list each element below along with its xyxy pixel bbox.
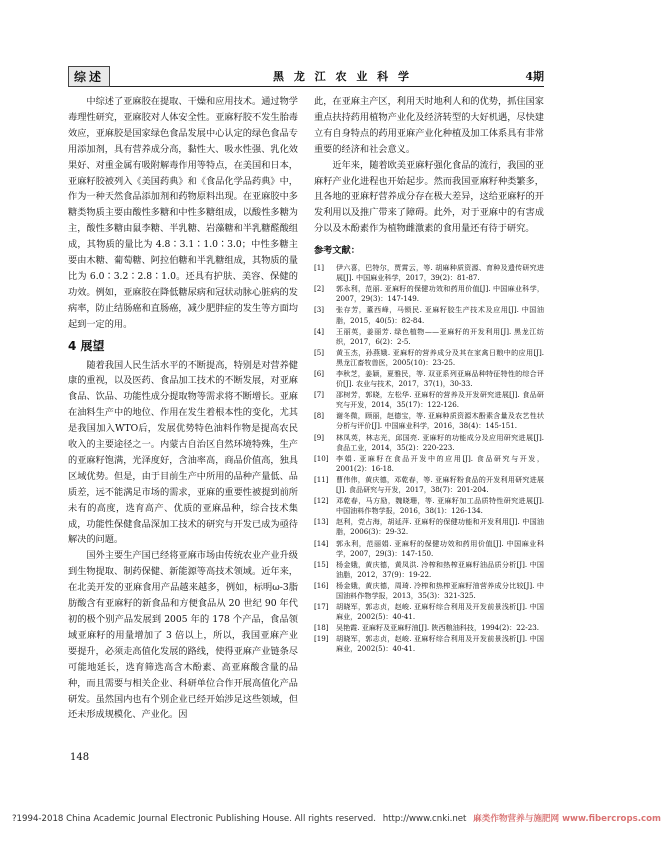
body-paragraph: 随着我国人民生活水平的不断提高，特别是对营养健康的重视，以及医药、食品加工技术的不断发展，对亚麻食品、饮品、功能性成分提取物等需求将不断增长。亚麻在油料生产中的地位、作用在发生着根本性的变化，尤其是我国加入WTO后，发展优势特色油料作物是提高农民收入的主要途径之一。内蒙古自治区自然环境特殊，生产的亚麻籽饱满，光泽度好，含油率高，商品价值高，独具区域优势。但是，由于目前生产中所用的品种产量低、品质差，远不能满足市场的需求，亚麻的重要性被提到前所未有的高度，选育高产、优质的亚麻品种，综合技术集成，功能性保健食品深加工技术的研究与开发已成为亟待解决的问题。	[68, 359, 298, 546]
reference-text: 郭永利，范丽娟. 亚麻籽的保健功效和药用价值[J]. 中国麻业科学，2007，29(3)：147-150.	[336, 538, 544, 558]
reference-item	[314, 634, 544, 654]
reference-number: [3]	[314, 305, 325, 315]
reference-number: [4]	[314, 326, 325, 336]
reference-item	[314, 390, 544, 410]
reference-text: 郭永利，范丽. 亚麻籽的保健功效和药用价值[J]. 中国麻业科学，2007，29(3)：147-149.	[336, 284, 544, 304]
cnki-url[interactable]: http://www.cnki.net	[382, 814, 467, 824]
footer	[12, 812, 661, 824]
reference-item	[314, 454, 544, 474]
reference-item	[314, 327, 544, 347]
reference-text: 胡晓军，郭志贞，赵峻. 亚麻籽综合利用及开发前景浅析[J]. 中国麻业，2002(5)：40-41.	[336, 602, 544, 622]
reference-number: [13]	[314, 517, 329, 527]
running-header	[68, 64, 544, 87]
reference-number: [15]	[314, 559, 329, 569]
reference-text: 王丽英，姜丽芳. 绿色植物——亚麻籽的开发利用[J]. 黑龙江纺织，2017，6(2)：2-5.	[336, 326, 544, 346]
reference-item	[314, 263, 544, 283]
reference-text: 胡晓军，郭志贞，赵峻. 亚麻籽综合利用及开发前景浅析[J]. 中国麻业，2002(5)：40-41.	[336, 634, 544, 654]
reference-text: 邵树芳，郭晓，左松华. 亚麻籽的营养及开发研究进展[J]. 食品研究与开发，2014，35(17)：122-126.	[336, 390, 544, 410]
reference-number: [17]	[314, 602, 329, 612]
reference-number: [7]	[314, 390, 325, 400]
page-number: 148	[70, 752, 90, 763]
body-paragraph: 此，在亚麻主产区，利用天时地利人和的优势，抓住国家重点扶持药用植物产业化及经济转型的大好机遇，尽快建立有自身特点的药用亚麻产业化种植及加工体系具有非常重要的经济和社会意义。	[314, 96, 544, 155]
reference-text: 李秋芝，姜颖，夏雅民，等. 双亚系列亚麻品种特征特性的综合评价[J]. 农业与技术，2017，37(1)，30-33.	[336, 369, 544, 389]
reference-text: 张存芳，董西峰，马锁民. 亚麻籽胶生产技术及应用[J]. 中国油脂，2015，40(5)：82-84.	[336, 305, 544, 325]
body-paragraph: 国外主要生产国已经将亚麻市场由传统农业产业升级到生物提取、制药保健、新能源等高技术领域。近年来，在北美开发的亚麻食用产品越来越多，例如，标明ω-3脂肪酸含有亚麻籽的新食品和方便食品从 20 世纪 90 年代初的极个别产品发展到 2005 年的 178 个产品，食品领域亚麻籽的用量增加了 3 倍以上，所以，我国亚麻产业要提升，必须走高值化发展的路线，使得亚麻产业链条尽可能地延长，选育筛选高含木酚素、高亚麻酸含量的品种，而且需要与相关企业、科研单位合作开展高值化产品研发。虽然国内也有个别企业已经开始涉足这些领域，但还未形成规模化、产业化。因	[68, 550, 298, 721]
reference-list	[314, 263, 544, 654]
reference-number: [16]	[314, 580, 329, 590]
reference-item	[314, 348, 544, 368]
reference-text: 黄玉杰，孙燕娥. 亚麻籽的营养成分及其在家禽日粮中的应用[J]. 黑龙江畜牧兽医，2005(10)：23-25.	[336, 347, 544, 367]
reference-number: [11]	[314, 474, 329, 484]
reference-text: 李娟. 亚麻籽在食品开发中的应用[J]. 食品研究与开发，2001(2)：16-18.	[336, 453, 544, 473]
right-column	[314, 94, 544, 656]
reference-item	[314, 560, 544, 580]
reference-item	[314, 411, 544, 431]
reference-number: [12]	[314, 496, 329, 506]
journal-name: 黑 龙 江 农 业 科 学	[273, 70, 412, 83]
copyright-notice: ?1994-2018 China Academic Journal Electronic Publishing House. All rights reserved.	[12, 814, 376, 824]
site-watermark: 麻类作物营养与施肥网 www.fibercrops.com	[473, 814, 661, 824]
reference-number: [10]	[314, 453, 329, 463]
reference-item	[314, 539, 544, 559]
reference-item	[314, 284, 544, 304]
reference-item	[314, 602, 544, 622]
reference-item	[314, 475, 544, 495]
reference-number: [14]	[314, 538, 329, 548]
reference-text: 赵利，党占海，胡延萍. 亚麻籽的保健功能和开发利用[J]. 中国油脂，2006(3)：29-32.	[336, 517, 544, 537]
reference-item	[314, 496, 544, 516]
issue-label: 4期	[525, 70, 544, 83]
reference-item	[314, 433, 544, 453]
reference-number: [6]	[314, 369, 325, 378]
reference-item	[314, 517, 544, 537]
reference-number: [1]	[314, 263, 325, 273]
reference-text: 林凤英，林志光，邱国亮. 亚麻籽的功能成分及应用研究进展[J]. 食品工业，2014，35(2)：220-223.	[336, 432, 544, 452]
reference-text: 吴艳霞. 亚麻籽及亚麻籽油[J]. 陕西粮油科技，1994(2)：22-23.	[336, 623, 539, 633]
reference-text: 杨金娥，黄庆德，周琦. 冷榨和热榨亚麻籽油营养成分比较[J]. 中国油料作物学报，2013，35(3)：321-325.	[336, 580, 544, 600]
reference-text: 杨金娥，黄庆德，黄凤洪. 冷榨和热榨亚麻籽油品质分析[J]. 中国油脂，2012，37(9)：19-22.	[336, 559, 544, 579]
section-tag: 综述	[68, 66, 110, 87]
reference-item	[314, 623, 544, 633]
reference-number: [18]	[314, 623, 329, 633]
reference-text: 伊六喜，巴特尔，贾霄云，等. 胡麻种质资源、育种及遗传研究进展[J]. 中国麻业科学，2017，39(2)：81-87.	[336, 263, 544, 283]
reference-text: 曹伟伟，黄庆德，邓乾春，等. 亚麻籽粉食品的开发利用研究进展[J]. 食品研究与开发，2017，38(7)：201-204.	[336, 474, 544, 495]
references-title: 参考文献：	[314, 245, 360, 257]
body-paragraph: 近年来，随着欧美亚麻籽强化食品的流行，我国的亚麻籽产业化进程也开始起步。然而我国亚麻籽种类繁多，且各地的亚麻籽营养成分存在极大差异，这给亚麻籽的开发利用以及推广带来了障碍。此外，对于亚麻中的有害成分以及木酚素作为植物雌激素的食用量还有待于研究。	[314, 159, 544, 235]
reference-number: [2]	[314, 284, 325, 294]
reference-item	[314, 369, 544, 389]
left-column	[68, 94, 298, 723]
reference-number: [9]	[314, 432, 325, 442]
reference-text: 邓乾春，马方励，魏晓珊，等. 亚麻籽加工品质特性研究进展[J]. 中国油料作物学报，2016，38(1)：126-134.	[336, 496, 544, 516]
reference-item	[314, 305, 544, 325]
reference-text: 谢冬微，顾丽，赵德宝，等. 亚麻种质资源木酚素含量及农艺性状分析与评价[J]. 中国麻业科学，2016，38(4)：145-151.	[336, 411, 544, 431]
reference-number: [19]	[314, 634, 329, 644]
section-heading: 4 展望	[68, 338, 105, 353]
body-paragraph: 中综述了亚麻胶在提取、干燥和应用技术。通过物学毒理性研究，亚麻胶对人体安全性。亚麻籽胶不发生胎毒效应，亚麻胶是国家绿色食品发展中心认定的绿色食品专用添加剂，具有营养成分高，黏性大、吸水性强、乳化效果好、对重金属有吸附解毒作用等特点，在美国和日本，亚麻籽胶被列入《美国药典》和《食品化学品药典》中，作为一种天然食品添加剂和药物原料出现。在亚麻胶中多糖类物质主要由酸性多糖和中性多糖组成，以酸性多糖为主，酸性多糖由鼠李糖、半乳糖、岩藻糖和半乳糖醛酸组成，其物质的量比为 4.8∶3.1∶1.0∶3.0；中性多糖主要由木糖、葡萄糖、阿拉伯糖和半乳糖组成，其物质的量比为 6.0∶3.2∶2.8∶1.0。还具有护肤、美容、保健的功效。例如，亚麻胶在降低糖尿病和冠状动脉心脏病的发病率，防止结肠癌和直肠癌，减少肥胖症的发生等方面均起到一定的用。	[68, 96, 298, 330]
reference-number: [5]	[314, 347, 325, 357]
reference-item	[314, 581, 544, 601]
reference-number: [8]	[314, 411, 325, 421]
